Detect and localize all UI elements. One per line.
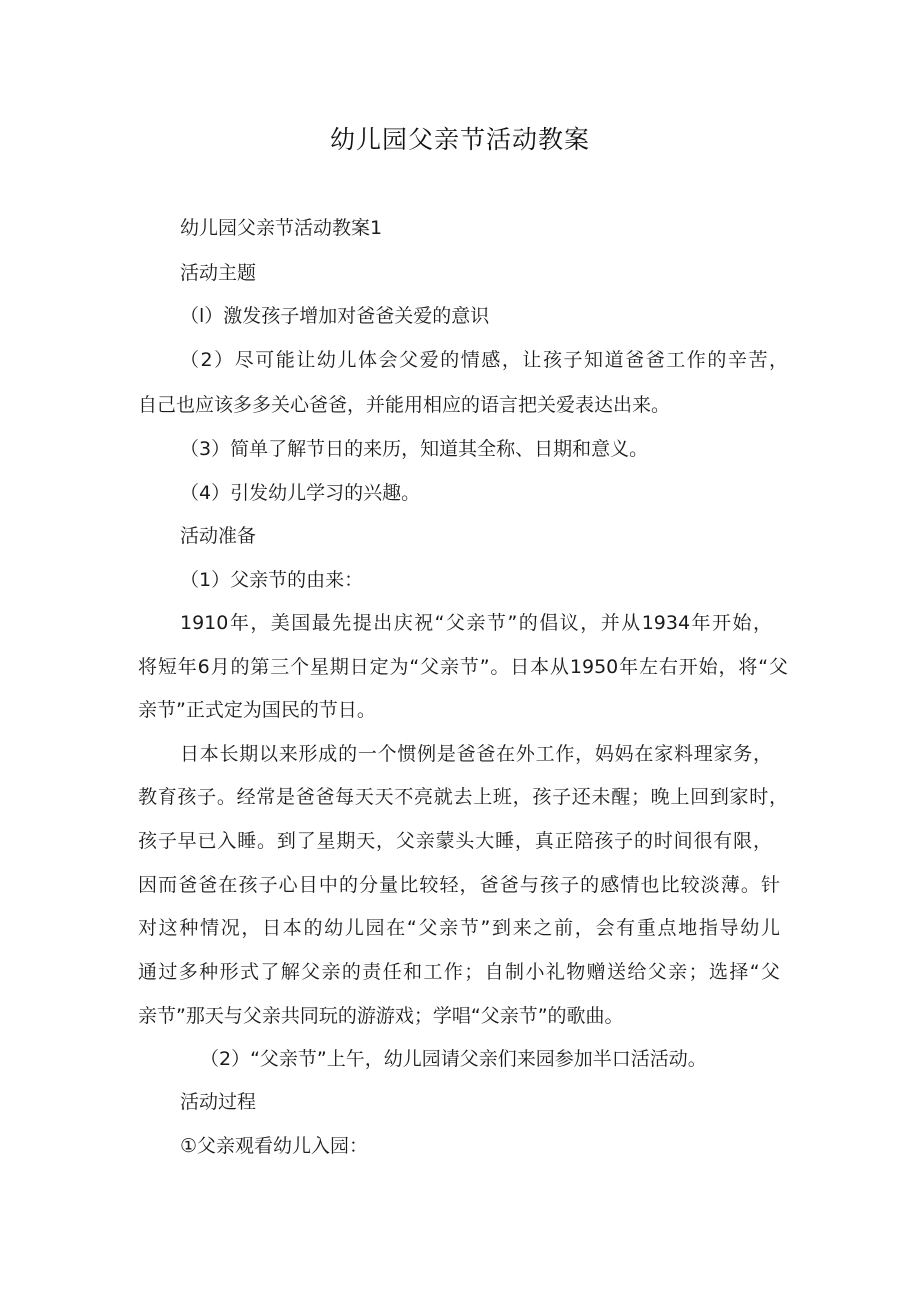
subheading-theme: 活动主题	[180, 262, 257, 284]
paragraph-line: 将短年6月的第三个星期日定为“父亲节”。日本从1950年左右开始，将“父	[138, 656, 788, 678]
paragraph-line: （l）激发孩子增加对爸爸关爱的意识	[180, 305, 490, 327]
paragraph-line: （4）引发幼儿学习的兴趣。	[180, 482, 421, 504]
paragraph-line: （2）尽可能让幼儿体会父爱的情感，让孩子知道爸爸工作的辛苦，	[180, 349, 788, 371]
paragraph-line: 教育孩子。经常是爸爸每天天不亮就去上班，孩子还未醒；晚上回到家时，	[138, 786, 788, 808]
paragraph-line: （1）父亲节的由来：	[180, 569, 364, 591]
paragraph-line: 对这种情况，日本的幼儿园在“父亲节”到来之前，会有重点地指导幼儿	[138, 917, 780, 939]
paragraph-line: 自己也应该多多关心爸爸，并能用相应的语言把关爱表达出来。	[138, 394, 671, 416]
paragraph-line: ①父亲观看幼儿入园：	[180, 1135, 369, 1157]
document-title: 幼儿园父亲节活动教案	[329, 125, 590, 154]
paragraph-line: 亲节”那天与父亲共同玩的游游戏；学唱“父亲节”的歌曲。	[138, 1005, 624, 1027]
subheading-process: 活动过程	[180, 1091, 257, 1113]
section-heading: 幼儿园父亲节活动教案1	[180, 217, 383, 239]
paragraph-line: （3）简单了解节日的来历，知道其全称、日期和意义。	[180, 438, 649, 460]
paragraph-line: 通过多种形式了解父亲的责任和工作；自制小礼物赠送给父亲；选择“父	[138, 961, 780, 983]
paragraph-line: 因而爸爸在孩子心目中的分量比较轻，爸爸与孩子的感情也比较淡薄。针	[138, 874, 780, 896]
paragraph-line: （2）“父亲节”上午，幼儿园请父亲们来园参加半口活活动。	[200, 1048, 707, 1070]
paragraph-line: 日本长期以来形成的一个惯例是爸爸在外工作，妈妈在家料理家务，	[180, 743, 772, 765]
subheading-preparation: 活动准备	[180, 525, 257, 547]
paragraph-line: 1910年，美国最先提出庆祝“父亲节”的倡议，并从1934年开始，	[180, 612, 772, 634]
paragraph-line: 孩子早已入睡。到了星期天，父亲蒙头大睡，真正陪孩子的时间很有限，	[138, 830, 772, 852]
paragraph-line: 亲节”正式定为国民的节日。	[138, 699, 376, 721]
